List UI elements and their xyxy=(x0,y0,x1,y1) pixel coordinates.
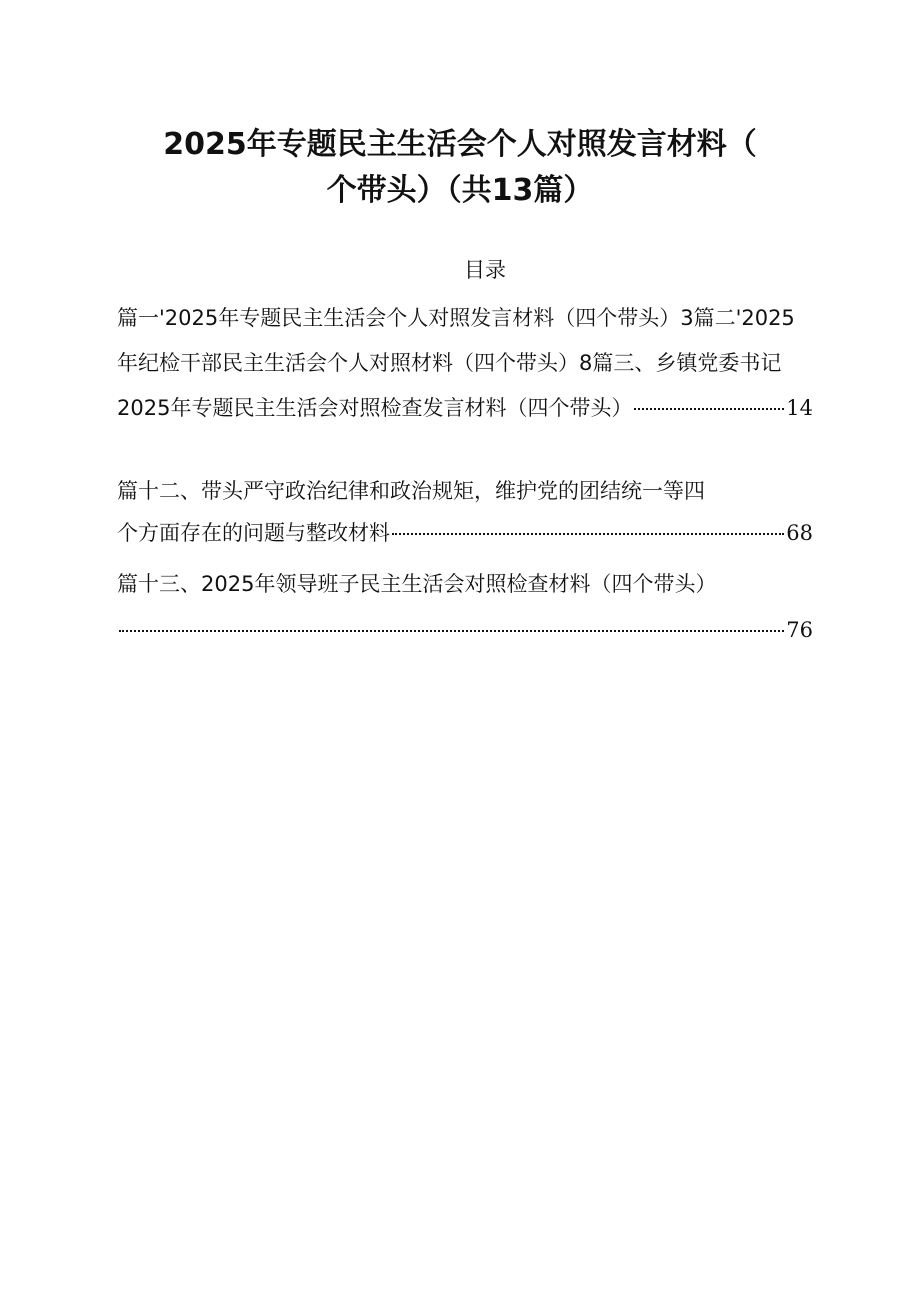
toc-heading: 目录 xyxy=(464,258,506,282)
toc-entry-line[interactable] xyxy=(117,571,716,597)
toc-entry-line[interactable] xyxy=(117,520,813,546)
toc-entry-line[interactable] xyxy=(117,350,781,376)
toc-dot-leader xyxy=(119,630,784,632)
toc-dot-leader xyxy=(634,408,784,410)
toc-entry-text: 篇十三、2025年领导班子民主生活会对照检查材料（四个带头） xyxy=(117,572,717,596)
toc-page-number: 68 xyxy=(786,521,813,545)
toc-entry-text: 篇十二、带头严守政治纪律和政治规矩，维护党的团结统一等四 xyxy=(117,479,705,503)
toc-entry-line[interactable] xyxy=(117,305,795,331)
toc-entry-text: 2025年专题民主生活会对照检查发言材料（四个带头） xyxy=(117,396,633,420)
toc-page-number: 76 xyxy=(786,618,813,642)
toc-entry-text: 个方面存在的问题与整改材料 xyxy=(117,521,390,545)
toc-entry-text: 年纪检干部民主生活会个人对照材料（四个带头）8篇三、乡镇党委书记 xyxy=(117,351,782,375)
toc-entry-line[interactable] xyxy=(117,478,705,504)
toc-dot-leader xyxy=(392,533,784,535)
document-title-line-2: 个带头）（共13篇） xyxy=(326,173,594,208)
toc-entry-text: 篇一'2025年专题民主生活会个人对照发言材料（四个带头）3篇二'2025 xyxy=(117,306,795,330)
toc-entry-line[interactable] xyxy=(117,617,813,643)
toc-page-number: 14 xyxy=(786,396,813,420)
document-title-line-1: 2025年专题民主生活会个人对照发言材料（ xyxy=(163,127,757,162)
toc-entry-line[interactable] xyxy=(117,395,813,421)
